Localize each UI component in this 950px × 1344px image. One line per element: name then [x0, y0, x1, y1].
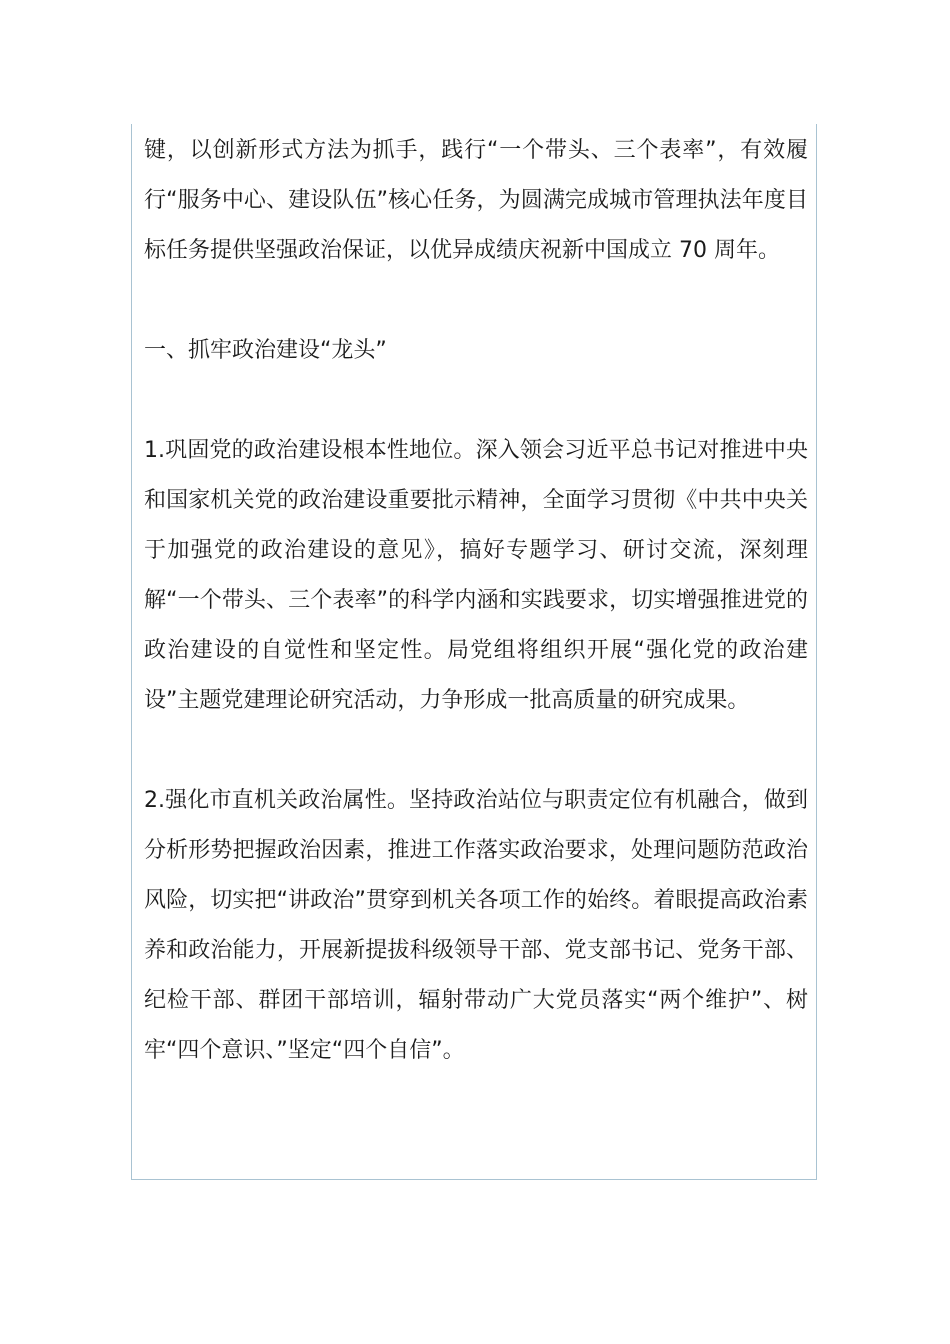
paragraph-spacer [144, 376, 808, 426]
paragraph-intro-continuation: 键，以创新形式方法为抓手，践行“一个带头、三个表率”，有效履行“服务中心、建设队伍”核心任务，为圆满完成城市管理执法年度目标任务提供坚强政治保证，以优异成绩庆祝新中国成立 70 周年。 [144, 138, 808, 263]
section-heading: 一、抓牢政治建设“龙头” [144, 338, 387, 363]
paragraph-spacer [144, 276, 808, 326]
paragraph-spacer [144, 726, 808, 776]
paragraph-item-1: 1.巩固党的政治建设根本性地位。深入领会习近平总书记对推进中央和国家机关党的政治建设重要批示精神，全面学习贯彻《中共中央关于加强党的政治建设的意见》，搞好专题学习、研讨交流，深刻理解“一个带头、三个表率”的科学内涵和实践要求，切实增强推进党的政治建设的自觉性和坚定性。局党组将组织开展“强化党的政治建设”主题党建理论研究活动，力争形成一批高质量的研究成果。 [144, 438, 808, 713]
document-body [144, 126, 808, 1076]
paragraph-item-2: 2.强化市直机关政治属性。坚持政治站位与职责定位有机融合，做到分析形势把握政治因素，推进工作落实政治要求，处理问题防范政治风险，切实把“讲政治”贯穿到机关各项工作的始终。着眼提高政治素养和政治能力，开展新提拔科级领导干部、党支部书记、党务干部、纪检干部、群团干部培训，辐射带动广大党员落实“两个维护”、树牢“四个意识、”坚定“四个自信”。 [144, 788, 808, 1063]
